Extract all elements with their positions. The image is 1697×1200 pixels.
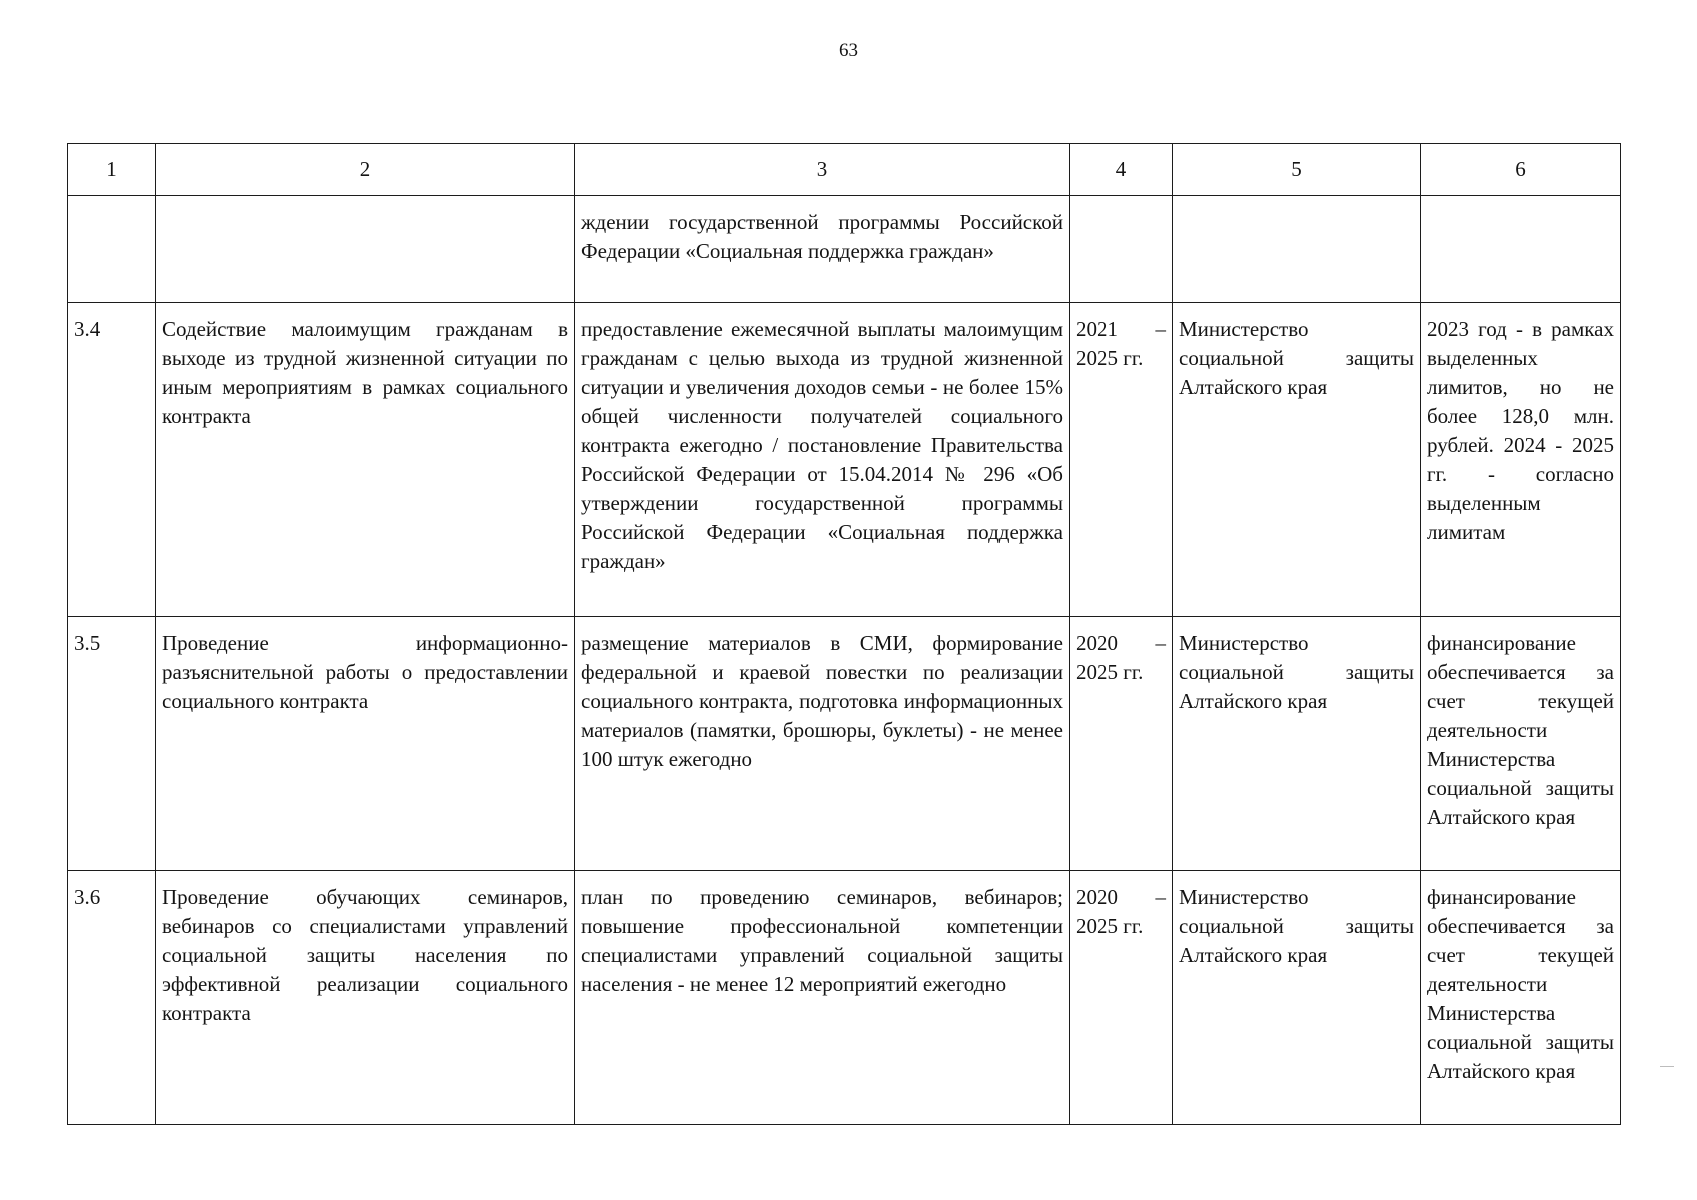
cell-description: план по проведению семинаров, вебинаров; повышение профессиональной компетенции специалистами управлений социальной защиты населения - не менее 12 мероприятий ежегодно — [575, 871, 1070, 1125]
cell-period: 2021 – 2025 гг. — [1070, 303, 1173, 617]
column-number-row — [68, 144, 1621, 196]
cell-responsible — [1173, 196, 1421, 303]
cell-number: 3.4 — [68, 303, 156, 617]
cell-description: предоставление ежемесячной выплаты малоимущим гражданам с целью выхода из трудной жизненной ситуации и увеличения доходов семьи - не более 15% общей численности получателей социального контракта ежегодно / постановление Правительства Российской Федерации от 15.04.2014 № 296 «Об утверждении государственной программы Российской Федерации «Социальная поддержка граждан» — [575, 303, 1070, 617]
page-number: 63 — [839, 40, 858, 61]
cell-description: ждении государственной программы Российской Федерации «Социальная поддержка граждан» — [575, 196, 1070, 303]
table-row — [68, 617, 1621, 871]
cell-responsible: Министерство социальной защиты Алтайского края — [1173, 617, 1421, 871]
column-header-4: 4 — [1070, 144, 1173, 196]
cell-funding: 2023 год - в рамках выделенных лимитов, но не более 128,0 млн. рублей. 2024 - 2025 гг. - согласно выделенным лимитам — [1421, 303, 1621, 617]
column-header-2: 2 — [156, 144, 575, 196]
cell-activity — [156, 196, 575, 303]
cell-responsible: Министерство социальной защиты Алтайского края — [1173, 871, 1421, 1125]
column-header-5: 5 — [1173, 144, 1421, 196]
cell-description: размещение материалов в СМИ, формирование федеральной и краевой повестки по реализации социального контракта, подготовка информационных материалов (памятки, брошюры, буклеты) - не менее 100 штук ежегодно — [575, 617, 1070, 871]
cell-period: 2020 – 2025 гг. — [1070, 617, 1173, 871]
column-header-6: 6 — [1421, 144, 1621, 196]
cell-period — [1070, 196, 1173, 303]
table-row-continuation — [68, 196, 1621, 303]
cell-funding — [1421, 196, 1621, 303]
cell-activity: Проведение информационно-разъяснительной работы о предоставлении социального контракта — [156, 617, 575, 871]
cell-number: 3.5 — [68, 617, 156, 871]
cell-number — [68, 196, 156, 303]
cell-responsible: Министерство социальной защиты Алтайского края — [1173, 303, 1421, 617]
column-header-3: 3 — [575, 144, 1070, 196]
cell-activity: Содействие малоимущим гражданам в выходе из трудной жизненной ситуации по иным мероприятиям в рамках социального контракта — [156, 303, 575, 617]
scan-artifact-line — [1660, 1066, 1674, 1067]
column-header-1: 1 — [68, 144, 156, 196]
cell-number: 3.6 — [68, 871, 156, 1125]
cell-funding: финансирование обеспечивается за счет текущей деятельности Министерства социальной защиты Алтайского края — [1421, 871, 1621, 1125]
cell-activity: Проведение обучающих семинаров, вебинаров со специалистами управлений социальной защиты населения по эффективной реализации социального контракта — [156, 871, 575, 1125]
cell-period: 2020 – 2025 гг. — [1070, 871, 1173, 1125]
table-row — [68, 871, 1621, 1125]
measures-table — [67, 143, 1621, 1125]
table-row — [68, 303, 1621, 617]
cell-funding: финансирование обеспечивается за счет текущей деятельности Министерства социальной защиты Алтайского края — [1421, 617, 1621, 871]
